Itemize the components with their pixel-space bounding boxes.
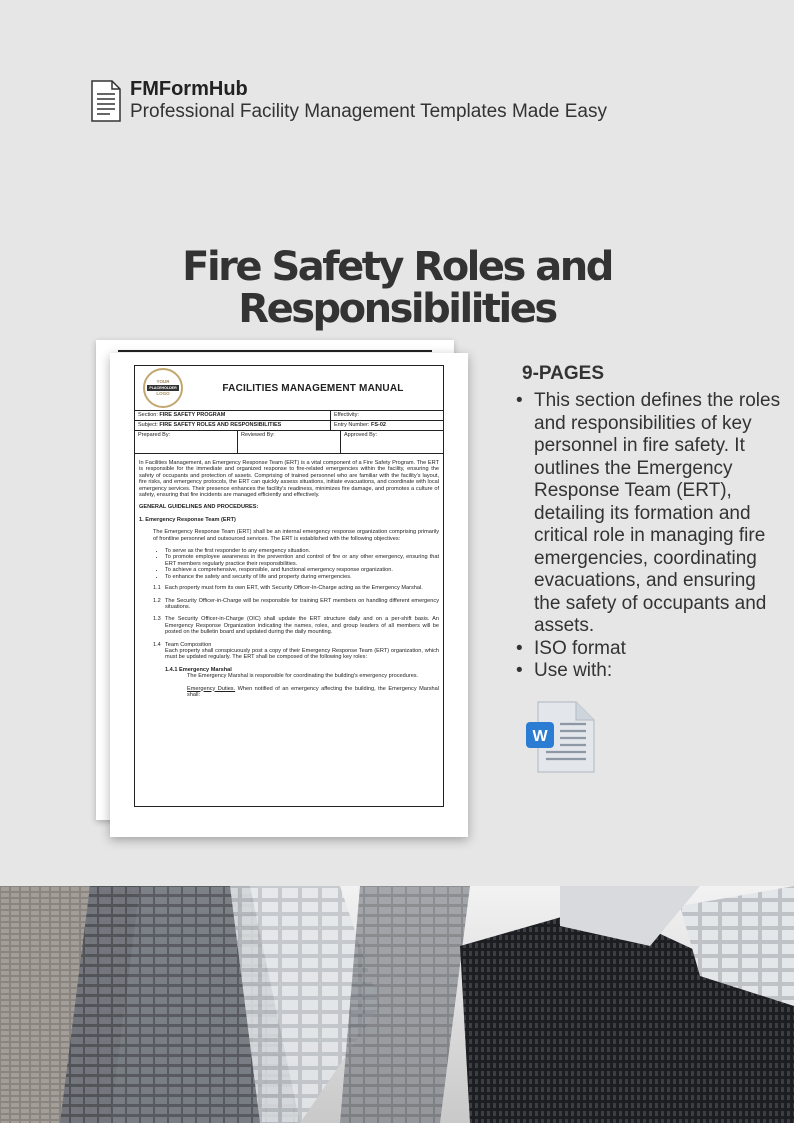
manual-title: FACILITIES MANAGEMENT MANUAL [222, 382, 404, 394]
subclause-1-4-1-heading: 1.4.1 Emergency Marshal [165, 666, 232, 673]
clause-text: Each property must form its own ERT, with Security Officer-In-Charge acting as the Emergency Marshal. [165, 585, 423, 592]
title-line-1: Fire Safety Roles and [182, 244, 612, 290]
subclause-1-4-1-text: The Emergency Marshal is responsible for coordinating the building's emergency procedures. [187, 673, 419, 680]
feature-item: • This section defines the roles and responsibilities of key personnel in fire safety. It outlines the Emergency Response Team (ERT), detailing its formation and critical role in managing fire emergencies, coordinating evacuations, and ensuring the safety of occupants and assets. [514, 390, 784, 638]
document-icon [90, 80, 122, 122]
pages-count-label: 9-PAGES [522, 363, 605, 384]
objective-item: • To promote employee awareness in the prevention and control of fire or any other emergency, ensuring that ERT members regularly practice their responsibilities. [165, 554, 439, 567]
clause-1-1 [139, 585, 439, 591]
clause-number: 1.1 [153, 585, 161, 592]
clause-number: 1.4 [153, 641, 161, 648]
page-title [0, 246, 794, 330]
intro-paragraph: In Facilities Management, an Emergency Response Team (ERT) is a vital component of a Fire Safety Program. The ERT is responsible for the immediate and organized response to fire-related emergencies within the facility, ensuring the safety of occupants and protection of assets. Comprising of trained personnel who are familiar with the facility's layout, fire risks, and emergency protocols, the ERT can quickly assess situations, initiate evacuations, and coordinate with local emergency services. Their presence enhances the facility's readiness, minimizes fire damage, and promotes a culture of safety, ensuring that fire incidents are managed efficiently and effectively. [139, 460, 439, 499]
approved-by: Approved By: [344, 432, 378, 438]
word-letter: W [532, 728, 548, 745]
subject-label: Subject: [138, 422, 158, 428]
reviewed-by: Reviewed By: [238, 431, 341, 453]
logo-text-bottom: LOGO [156, 391, 170, 396]
brand-name: FMFormHub [130, 78, 248, 100]
objective-item: • To enhance the safety and security of life and property during emergencies. [165, 574, 439, 580]
objectives-list [139, 548, 439, 580]
objective-item: • To achieve a comprehensive, responsible, and functional emergency response organization. [165, 567, 439, 573]
brand-tagline: Professional Facility Management Templates Made Easy [130, 101, 607, 122]
clause-1-2 [139, 598, 439, 611]
clause-1-4-text: Each property shall conspicuously post a copy of their Emergency Response Team (ERT) organization, which must be updated regularly. The ERT shall be composed of the following key roles: [165, 647, 439, 661]
clause-number: 1.2 [153, 597, 161, 604]
subject-value: FIRE SAFETY ROLES AND RESPONSIBILITIES [159, 422, 282, 428]
subject-cell [135, 421, 331, 430]
document-preview [110, 353, 468, 837]
section-1-paragraph: The Emergency Response Team (ERT) shall be an internal emergency response organization comprising primarily of frontline personnel and outsourced services. The ERT is established with the following objectives: [153, 529, 439, 542]
clause-heading: Team Composition [165, 641, 212, 648]
prepared-by: Prepared By: [135, 431, 238, 453]
logo-text-mid: PLACEHOLDER [149, 386, 177, 390]
clause-number: 1.3 [153, 616, 161, 623]
section-value: FIRE SAFETY PROGRAM [159, 412, 226, 418]
effectivity-label: Effectivity: [334, 412, 359, 418]
duties-text: When notified of an emergency affecting the building, the Emergency Marshal shall: [187, 685, 439, 698]
building-photo [0, 886, 794, 1123]
duties-paragraph [139, 686, 439, 699]
feature-item: • Use with: [514, 660, 784, 683]
clause-1-3 [139, 616, 439, 635]
clause-text: The Security Officer-in-Charge will be responsible for training ERT members on handling different emergency situations. [165, 597, 439, 610]
objective-item: • To serve as the first responder to any emergency situation. [165, 548, 439, 554]
entry-cell [331, 421, 443, 430]
brand-header [90, 78, 607, 124]
logo-placeholder [143, 368, 183, 408]
section-label: Section: [138, 412, 158, 418]
subject-row [135, 421, 443, 431]
section-cell [135, 411, 331, 420]
effectivity-cell [331, 411, 443, 420]
entry-value: FS-02 [371, 422, 386, 428]
section-1-heading: 1. Emergency Response Team (ERT) [139, 516, 236, 523]
document-frame [134, 365, 444, 807]
document-header [135, 366, 443, 411]
entry-label: Entry Number: [334, 422, 370, 428]
signature-row [135, 431, 443, 454]
section-row [135, 411, 443, 421]
logo-text-top: YOUR [156, 379, 170, 384]
back-page-border [118, 350, 432, 352]
document-body [135, 454, 443, 698]
guidelines-heading: GENERAL GUIDELINES AND PROCEDURES: [139, 504, 259, 511]
word-document-icon [524, 700, 596, 774]
clause-text: The Security Officer-in-Charge (OIC) shall update the ERT structure daily and on a per-shift basis. An Emergency Response Organization indicating the names, roles, and group leaders of all members will be posted on the bulletin board and updated during the daily mounting. [165, 616, 439, 636]
feature-list [514, 390, 784, 683]
title-line-2: Responsibilities [238, 286, 556, 332]
feature-item: • ISO format [514, 638, 784, 661]
duties-label: Emergency Duties. [187, 685, 236, 692]
